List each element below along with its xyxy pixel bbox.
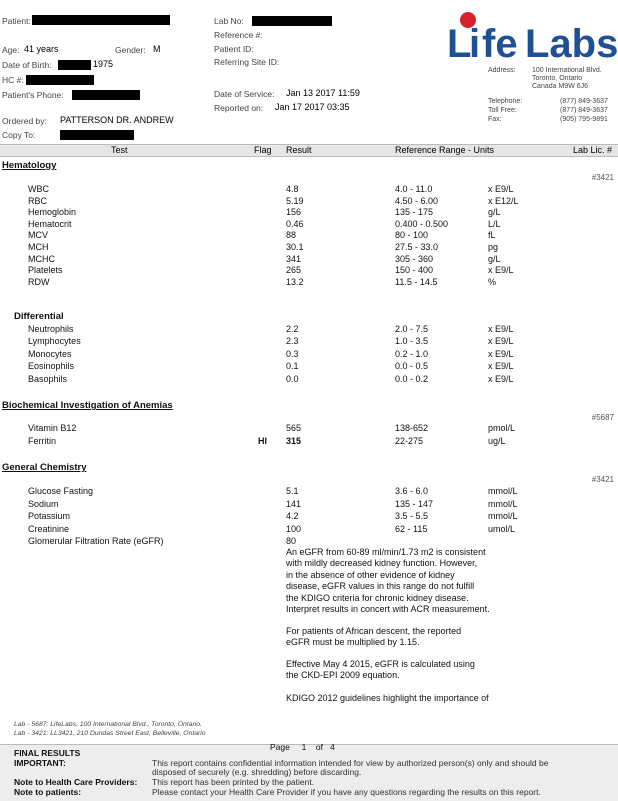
egfr-note-line: For patients of African descent, the reported — [286, 626, 462, 636]
hc-label: HC #: — [2, 75, 24, 85]
test-name: Vitamin B12 — [28, 423, 77, 433]
result: 4.2 — [286, 511, 299, 521]
svg-text:i: i — [469, 22, 481, 64]
dob-year: 1975 — [93, 59, 114, 69]
anemia-lic: #5687 — [591, 413, 614, 422]
egfr-test: Glomerular Filtration Rate (eGFR) — [28, 536, 164, 546]
address-line3: Canada M9W 6J6 — [532, 83, 589, 90]
hematology-lic: #3421 — [591, 173, 614, 182]
units: x E9/L — [488, 361, 514, 372]
chemistry-lic: #3421 — [591, 475, 614, 484]
table-row — [0, 336, 618, 348]
egfr-note-line: the CKD-EPI 2009 equation. — [286, 670, 400, 681]
test-name: RBC — [28, 195, 48, 206]
reference-range: 80 - 100 — [395, 230, 429, 241]
patients-label: Note to patients: — [14, 787, 82, 797]
patient-name-redacted — [32, 15, 170, 25]
test-name: RDW — [28, 276, 50, 287]
reference-range: 2.0 - 7.5 — [395, 324, 429, 334]
table-row — [0, 219, 618, 231]
section-anemia: Biochemical Investigation of Anemias — [2, 400, 173, 411]
table-row — [0, 361, 618, 373]
lifelabs-logo — [447, 8, 617, 64]
units: fL — [488, 230, 496, 241]
patients-text: Please contact your Health Care Provider if you have any questions regarding the results on this report. — [152, 787, 541, 797]
address-label: Address: — [488, 67, 516, 74]
table-row — [0, 486, 618, 498]
units: mmol/L — [488, 511, 518, 521]
service-label: Date of Service: — [214, 89, 275, 99]
test-name: Glucose Fasting — [28, 486, 94, 496]
reference-range: 135 - 175 — [395, 207, 434, 218]
test-name: MCV — [28, 230, 48, 241]
reported-label: Reported on: — [214, 103, 264, 113]
table-row — [0, 324, 618, 336]
svg-text:fe: fe — [482, 22, 518, 64]
table-row — [0, 374, 618, 386]
gender-value: M — [153, 44, 161, 54]
section-chemistry: General Chemistry — [2, 462, 87, 473]
egfr-result: 80 — [286, 536, 297, 546]
units: x E9/L — [488, 373, 514, 384]
units: g/L — [488, 207, 501, 218]
result: 0.3 — [286, 348, 299, 359]
flag: HI — [258, 435, 267, 446]
test-name: MCHC — [28, 253, 55, 264]
address-line2: Toronto, Ontario — [532, 75, 583, 82]
hc-redacted — [26, 75, 94, 85]
egfr-note-line: Interpret results in concert with ACR measurement. — [286, 604, 490, 614]
table-row — [0, 265, 618, 277]
reference-range: 62 - 115 — [395, 523, 428, 534]
table-row — [0, 242, 618, 254]
page-indicator — [270, 742, 335, 752]
reference-range: 0.2 - 1.0 — [395, 348, 429, 359]
important-label: IMPORTANT: — [14, 758, 66, 768]
result: 0.1 — [286, 361, 299, 372]
table-row — [0, 436, 618, 448]
result: 30.1 — [286, 242, 304, 252]
tel-label: Telephone: — [488, 98, 523, 105]
lab-footnote-1: Lab - 5687: LifeLabs, 100 International Blvd., Toronto, Ontario. — [14, 721, 202, 728]
test-name: Sodium — [28, 498, 59, 509]
egfr-note-line: Effective May 4 2015, eGFR is calculated using — [286, 659, 475, 669]
units: % — [488, 276, 497, 287]
col-test: Test — [111, 145, 128, 155]
reference-range: 11.5 - 14.5 — [395, 276, 438, 287]
result: 100 — [286, 523, 302, 534]
fax-label: Fax: — [488, 116, 502, 123]
result: 141 — [286, 498, 302, 509]
egfr-note-line: with mildly decreased kidney function. However, — [286, 558, 478, 569]
age-label: Age: — [2, 45, 20, 55]
ordered-label: Ordered by: — [2, 116, 47, 126]
reference-range: 0.0 - 0.5 — [395, 361, 429, 372]
test-name: Eosinophils — [28, 361, 75, 372]
page-label: Page — [270, 742, 290, 752]
units: mmol/L — [488, 486, 518, 496]
table-row — [0, 524, 618, 536]
test-name: Creatinine — [28, 523, 70, 534]
table-row — [0, 184, 618, 196]
col-lic: Lab Lic. # — [573, 145, 613, 155]
report-footer — [0, 744, 618, 801]
age-value: 41 years — [24, 44, 59, 54]
providers-label: Note to Health Care Providers: — [14, 777, 138, 787]
result: 2.3 — [286, 336, 299, 347]
units: x E9/L — [488, 184, 514, 194]
important-text-2: disposed of securely (e.g. shredding) before discarding. — [152, 767, 362, 777]
labno-redacted — [252, 16, 332, 26]
svg-text:Labs: Labs — [525, 22, 617, 64]
test-name: Neutrophils — [28, 324, 74, 334]
result: 0.0 — [286, 373, 299, 384]
units: x E9/L — [488, 265, 514, 276]
final-results: FINAL RESULTS — [14, 748, 81, 758]
column-header — [0, 144, 618, 157]
units: L/L — [488, 218, 501, 229]
table-row — [0, 230, 618, 242]
fax-value: (905) 795-9891 — [560, 116, 608, 123]
test-name: Lymphocytes — [28, 336, 81, 347]
units: pmol/L — [488, 423, 516, 433]
table-row — [0, 511, 618, 523]
dob-label: Date of Birth: — [2, 60, 52, 70]
reference-range: 138-652 — [395, 423, 429, 433]
table-row — [0, 196, 618, 208]
test-name: Platelets — [28, 265, 63, 276]
egfr-note-line: eGFR must be multiplied by 1.15. — [286, 637, 420, 648]
test-name: Ferritin — [28, 435, 57, 446]
svg-text:L: L — [447, 22, 472, 64]
reported-value: Jan 17 2017 03:35 — [275, 102, 350, 112]
copy-label: Copy To: — [2, 130, 36, 140]
result: 13.2 — [286, 276, 304, 287]
reference-range: 4.0 - 11.0 — [395, 184, 433, 194]
result: 565 — [286, 423, 302, 433]
col-flag: Flag — [254, 145, 272, 155]
service-value: Jan 13 2017 11:59 — [286, 88, 360, 98]
copy-redacted — [60, 130, 134, 140]
result: 341 — [286, 253, 302, 264]
lab-footnote-2: Lab - 3421: LL3421, 210 Dundas Street East, Belleville, Ontario — [14, 730, 206, 737]
result: 315 — [286, 435, 302, 446]
important-text-1: This report contains confidential information intended for view by authorized person(s) only and should be — [152, 758, 549, 768]
egfr-note-line: in the absence of other evidence of kidney — [286, 569, 455, 580]
phone-label: Patient's Phone: — [2, 90, 64, 100]
units: mmol/L — [488, 498, 518, 509]
referring-label: Referring Site ID: — [214, 57, 280, 67]
reference-range: 3.6 - 6.0 — [395, 486, 429, 496]
address-line1: 100 International Blvd. — [532, 67, 602, 74]
units: x E9/L — [488, 324, 514, 334]
result: 156 — [286, 207, 302, 218]
patient-id-label: Patient ID: — [214, 44, 254, 54]
gender-label: Gender: — [115, 45, 146, 55]
reference-range: 135 - 147 — [395, 498, 434, 509]
egfr-note-line: the KDIGO criteria for chronic kidney disease. — [286, 592, 469, 603]
tollfree-label: Toll Free: — [488, 107, 517, 114]
table-row — [0, 277, 618, 289]
result: 5.1 — [286, 486, 299, 496]
page-total: 4 — [330, 742, 335, 752]
page-num: 1 — [301, 742, 307, 752]
section-hematology: Hematology — [2, 160, 57, 171]
table-row — [0, 207, 618, 219]
result: 0.46 — [286, 218, 304, 229]
reference-range: 1.0 - 3.5 — [395, 336, 429, 347]
tel-value: (877) 849-3637 — [560, 98, 608, 105]
result: 2.2 — [286, 324, 299, 334]
col-result: Result — [286, 145, 312, 155]
units: pg — [488, 242, 499, 252]
reference-range: 0.0 - 0.2 — [395, 373, 429, 384]
section-differential: Differential — [14, 311, 64, 322]
table-row — [0, 254, 618, 266]
units: x E9/L — [488, 348, 514, 359]
test-name: WBC — [28, 184, 49, 194]
result: 4.8 — [286, 184, 299, 194]
reference-label: Reference #: — [214, 30, 263, 40]
reference-range: 305 - 360 — [395, 253, 434, 264]
egfr-note-line: An eGFR from 60-89 ml/min/1.73 m2 is consistent — [286, 547, 486, 557]
units: umol/L — [488, 523, 516, 534]
ordered-value: PATTERSON DR. ANDREW — [60, 115, 174, 125]
reference-range: 0.400 - 0.500 — [395, 218, 449, 229]
reference-range: 3.5 - 5.5 — [395, 511, 429, 521]
test-name: Hemoglobin — [28, 207, 77, 218]
dob-redacted — [58, 60, 91, 70]
of-label: of — [315, 742, 323, 752]
patient-label: Patient: — [2, 16, 31, 26]
result: 5.19 — [286, 195, 304, 206]
reference-range: 27.5 - 33.0 — [395, 242, 439, 252]
labno-label: Lab No: — [214, 16, 244, 26]
test-name: Basophils — [28, 373, 68, 384]
reference-range: 22-275 — [395, 435, 424, 446]
units: ug/L — [488, 435, 506, 446]
providers-text: This report has been printed by the patient. — [152, 777, 315, 787]
reference-range: 4.50 - 6.00 — [395, 195, 439, 206]
egfr-note-line: KDIGO 2012 guidelines highlight the importance of — [286, 693, 489, 703]
tollfree-value: (877) 849-3637 — [560, 107, 608, 114]
test-name: Potassium — [28, 511, 71, 521]
phone-redacted — [72, 90, 140, 100]
table-row — [0, 349, 618, 361]
test-name: MCH — [28, 242, 49, 252]
test-name: Hematocrit — [28, 218, 72, 229]
result: 265 — [286, 265, 302, 276]
units: x E12/L — [488, 195, 519, 206]
units: x E9/L — [488, 336, 514, 347]
test-name: Monocytes — [28, 348, 72, 359]
table-row — [0, 499, 618, 511]
egfr-note-line: disease, eGFR values in this range do not fulfill — [286, 581, 475, 592]
units: g/L — [488, 253, 501, 264]
reference-range: 150 - 400 — [395, 265, 434, 276]
result: 88 — [286, 230, 297, 241]
table-row — [0, 423, 618, 435]
col-reference: Reference Range - Units — [395, 145, 495, 155]
